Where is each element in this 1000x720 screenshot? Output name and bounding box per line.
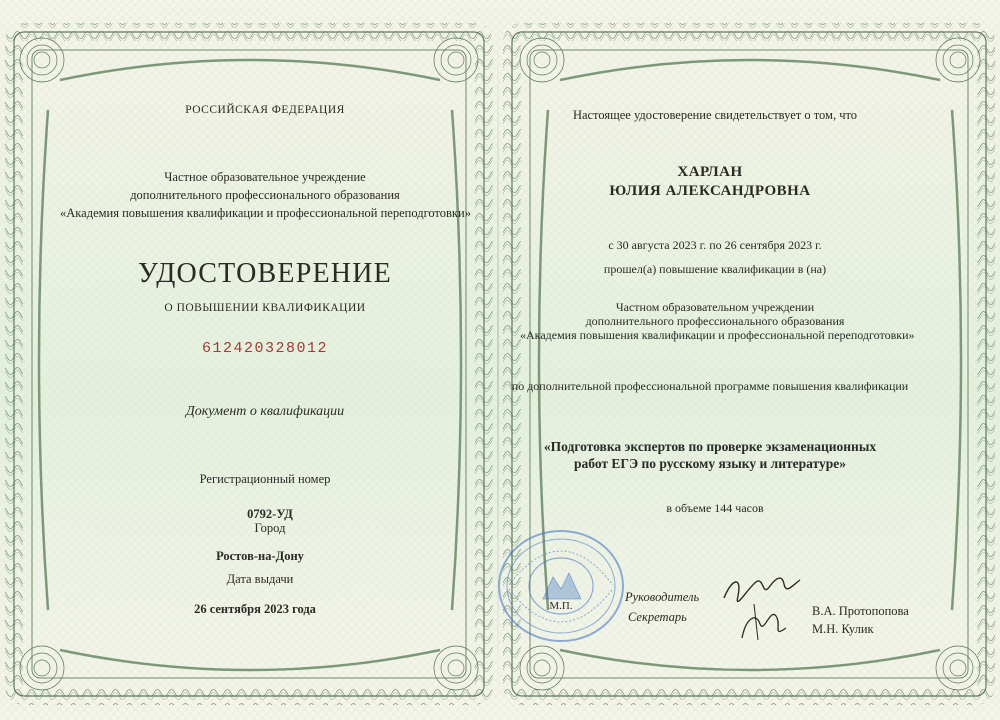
institution-line-1: Частное образовательное учреждение: [164, 170, 366, 184]
registration-label: Регистрационный номер: [199, 472, 331, 486]
head-label: Руководитель: [625, 590, 700, 604]
program-line: по дополнительной профессиональной программе повышения квалификации: [511, 379, 909, 393]
city-value: Ростов-на-Дону: [216, 549, 304, 563]
institution-line-3: «Академия повышения квалификации и профессиональной переподготовки»: [60, 206, 471, 220]
institution-line-2: дополнительного профессионального образования: [130, 188, 400, 202]
right-institution-line-1: Частном образовательном учреждении: [615, 300, 815, 314]
signature-mark: [712, 568, 807, 648]
passed-text: прошел(а) повышение квалификации в (на): [603, 262, 827, 276]
intro-text: Настоящее удостоверение свидетельствует о том, что: [572, 108, 858, 122]
course-title-line-1: «Подготовка экспертов по проверке экзаменационных: [543, 439, 877, 454]
document-kind: Документ о квалификации: [185, 404, 345, 419]
issue-date-value: 26 сентября 2023 года: [194, 602, 316, 616]
secretary-label: Секретарь: [628, 610, 687, 624]
country-heading: РОССИЙСКАЯ ФЕДЕРАЦИЯ: [185, 104, 345, 116]
official-stamp: [495, 527, 627, 645]
head-name: В.А. Протопопова: [812, 604, 909, 618]
holder-surname: ХАРЛАН: [677, 164, 743, 180]
holder-given-names: ЮЛИЯ АЛЕКСАНДРОВНА: [609, 183, 811, 199]
right-institution-line-2: дополнительного профессионального образования: [585, 314, 845, 328]
document-title: УДОСТОВЕРЕНИЕ: [138, 258, 392, 289]
registration-number: 0792-УД: [247, 507, 293, 521]
course-title-line-2: работ ЕГЭ по русскому языку и литературе»: [574, 456, 846, 471]
city-label: Город: [254, 521, 286, 535]
issue-date-label: Дата выдачи: [226, 572, 294, 586]
document-subtitle: О ПОВЫШЕНИИ КВАЛИФИКАЦИИ: [164, 302, 366, 314]
course-hours: в объеме 144 часов: [666, 501, 764, 515]
right-institution-line-3: «Академия повышения квалификации и профессиональной переподготовки»: [520, 328, 915, 342]
secretary-name: М.Н. Кулик: [812, 622, 874, 636]
stamp-mark-text: М.П.: [549, 600, 573, 612]
training-period: с 30 августа 2023 г. по 26 сентября 2023 г.: [608, 238, 822, 252]
document-number: 612420328012: [201, 340, 329, 357]
